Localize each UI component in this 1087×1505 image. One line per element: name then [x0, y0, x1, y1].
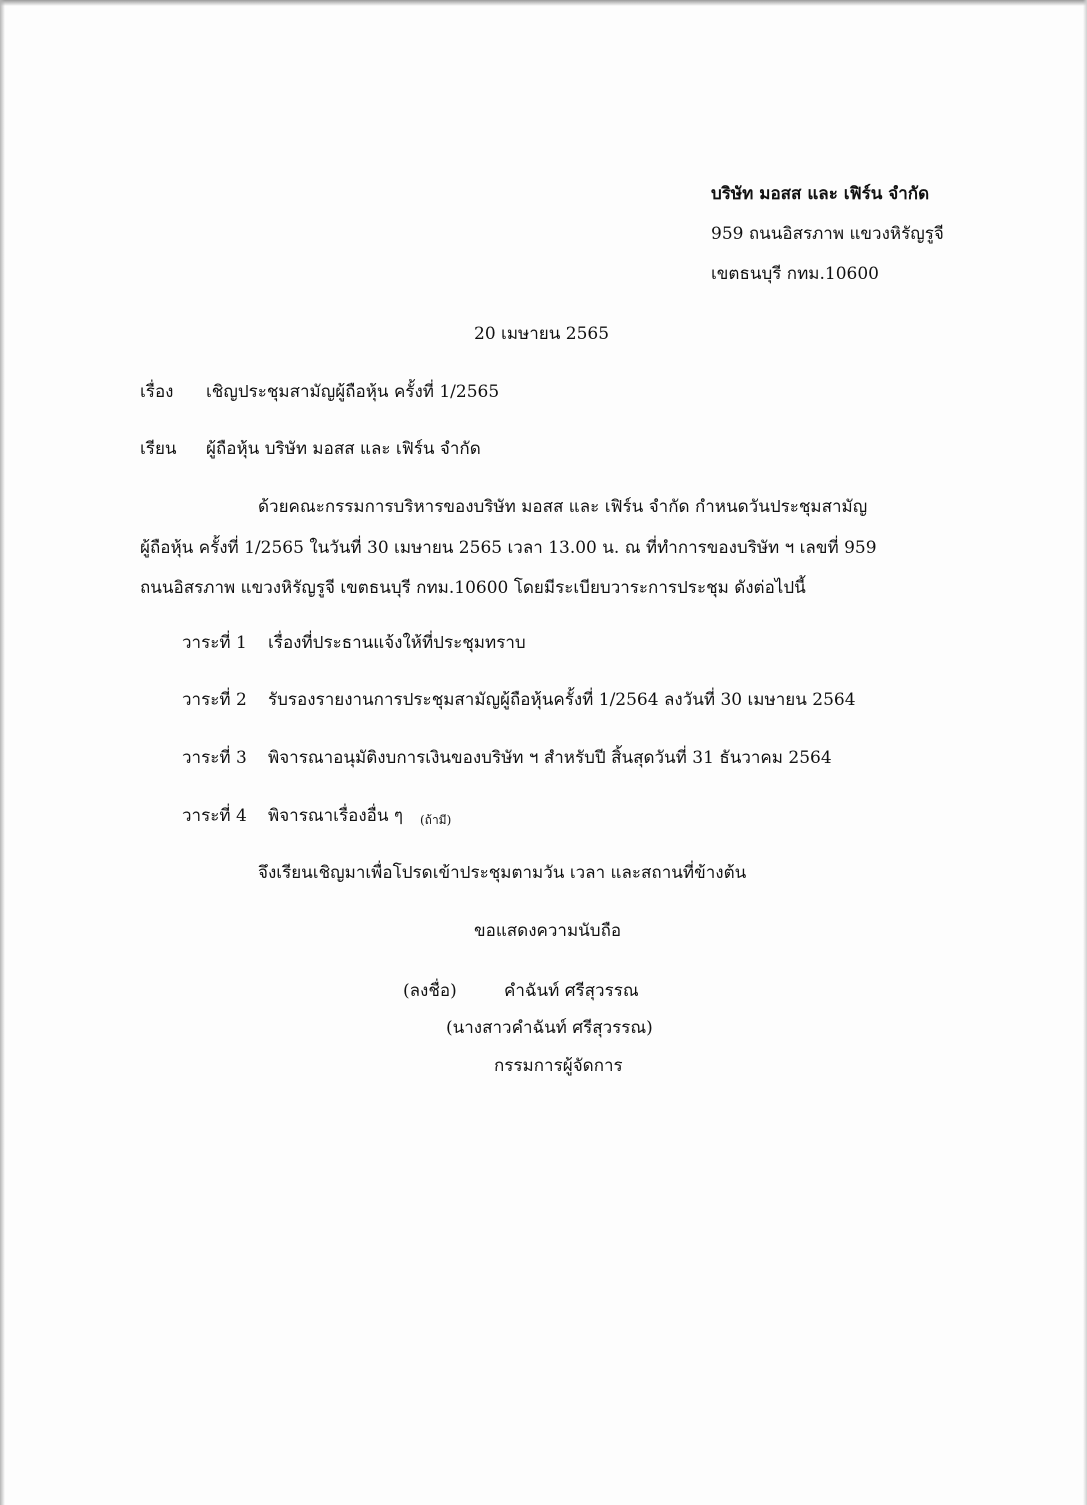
agenda-2-text: รับรองรายงานการประชุมสามัญผู้ถือหุ้นครั้งที่ 1/2564 ลงวันที่ 30 เมษายน 2564: [268, 690, 856, 710]
recipient-text: ผู้ถือหุ้น บริษัท มอสส และ เฟิร์น จำกัด: [206, 439, 481, 459]
agenda-4-label: วาระที่ 4: [182, 806, 247, 826]
agenda-1-label: วาระที่ 1: [182, 633, 247, 653]
agenda-2-label: วาระที่ 2: [182, 690, 247, 710]
signature-name: คำฉันท์ ศรีสุวรรณ: [504, 981, 639, 1001]
body-line-1: ด้วยคณะกรรมการบริหารของบริษัท มอสส และ เฟิร์น จำกัด กำหนดวันประชุมสามัญ: [258, 497, 868, 517]
agenda-3-text: พิจารณาอนุมัติงบการเงินของบริษัท ฯ สำหรับปี สิ้นสุดวันที่ 31 ธันวาคม 2564: [268, 748, 832, 768]
agenda-4-note: (ถ้ามี): [420, 813, 452, 827]
company-address-line1: 959 ถนนอิสรภาพ แขวงหิรัญรูจี: [711, 224, 944, 244]
scan-edge-left: [0, 0, 5, 1505]
signature-label: (ลงชื่อ): [403, 981, 457, 1001]
company-name: บริษัท มอสส และ เฟิร์น จำกัด: [711, 184, 930, 204]
subject-label: เรื่อง: [140, 382, 174, 402]
agenda-1-text: เรื่องที่ประธานแจ้งให้ที่ประชุมทราบ: [268, 633, 526, 653]
closing-invite: จึงเรียนเชิญมาเพื่อโปรดเข้าประชุมตามวัน เวลา และสถานที่ข้างต้น: [258, 863, 747, 883]
signer-full-name: (นางสาวคำฉันท์ ศรีสุวรรณ): [446, 1018, 653, 1038]
scan-edge-top: [0, 0, 1087, 6]
scan-edge-right: [1083, 0, 1087, 1505]
agenda-4-text: พิจารณาเรื่องอื่น ๆ: [268, 806, 403, 826]
subject-text: เชิญประชุมสามัญผู้ถือหุ้น ครั้งที่ 1/2565: [206, 382, 500, 402]
signer-position: กรรมการผู้จัดการ: [494, 1056, 623, 1076]
agenda-3-label: วาระที่ 3: [182, 748, 247, 768]
letter-date: 20 เมษายน 2565: [474, 324, 610, 344]
company-address-line2: เขตธนบุรี กทม.10600: [711, 264, 879, 284]
closing-regards: ขอแสดงความนับถือ: [474, 921, 622, 941]
recipient-label: เรียน: [140, 439, 177, 459]
body-line-3: ถนนอิสรภาพ แขวงหิรัญรูจี เขตธนบุรี กทม.10600 โดยมีระเบียบวาระการประชุม ดังต่อไปนี้: [140, 578, 806, 598]
body-line-2: ผู้ถือหุ้น ครั้งที่ 1/2565 ในวันที่ 30 เมษายน 2565 เวลา 13.00 น. ณ ที่ทำการของบริษัท ฯ เลขที่ 959: [140, 538, 877, 558]
